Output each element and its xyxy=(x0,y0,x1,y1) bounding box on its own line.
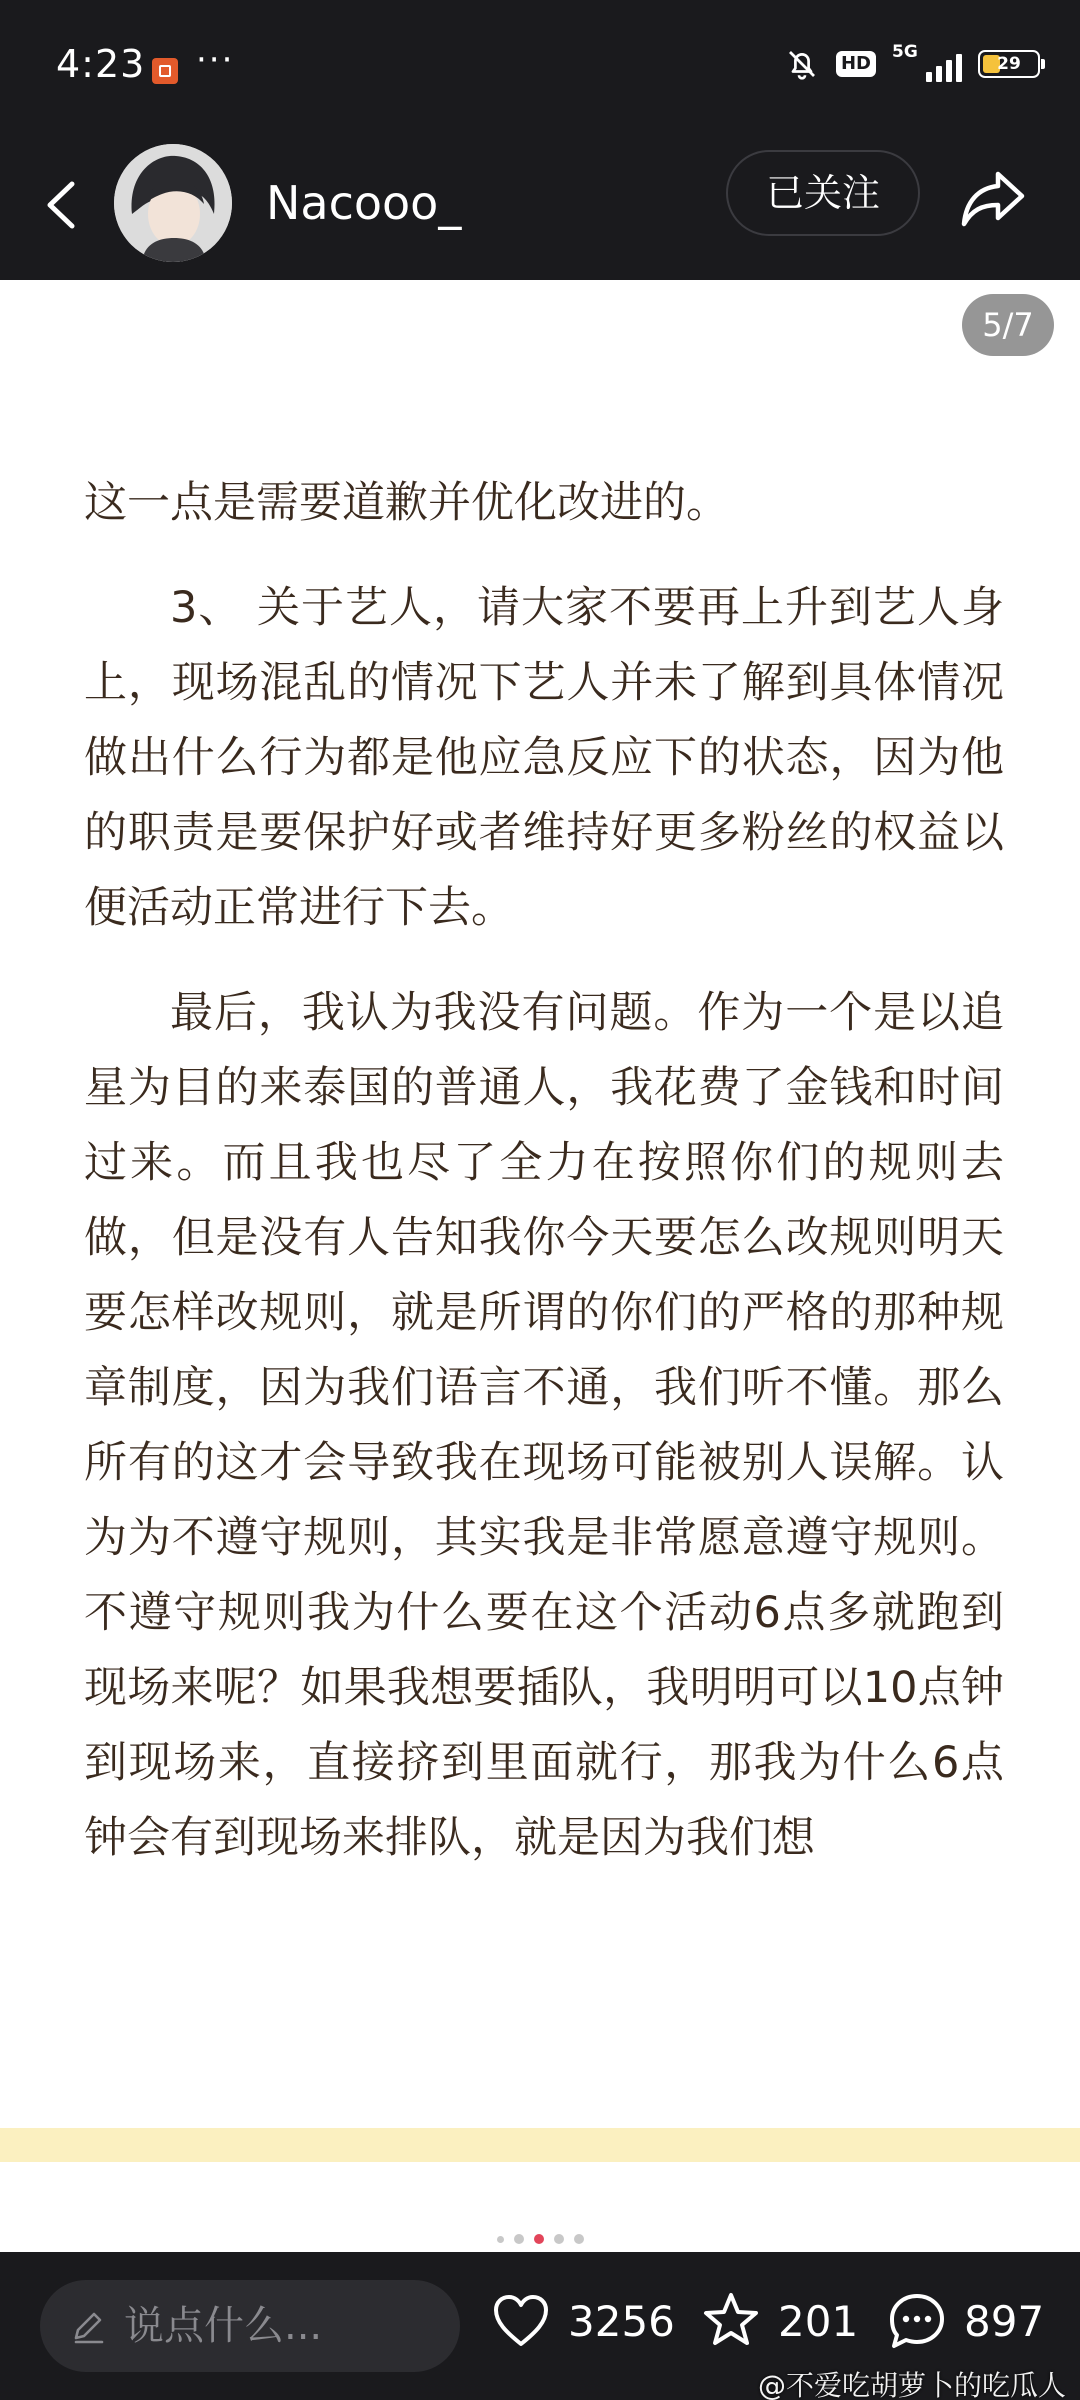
paragraph-2: 3、 关于艺人，请大家不要再上升到艺人身上，现场混乱的情况下艺人并未了解到具体情况 做出什么行为都是他应急反应下的状态，因为他的职责是要保护好或者维持好更多粉丝的权益以便活动正常进行下去。 xyxy=(84,583,1004,933)
carousel-dot xyxy=(574,2234,584,2244)
back-button[interactable] xyxy=(28,170,98,240)
heart-icon xyxy=(488,2288,554,2354)
comment-bubble-icon xyxy=(884,2288,950,2354)
carousel-indicator xyxy=(0,2234,1080,2244)
bottom-action-bar xyxy=(0,2252,1080,2400)
avatar[interactable] xyxy=(114,144,232,262)
paragraph-1: 这一点是需要道歉并优化改进的。 xyxy=(84,478,729,528)
comment-placeholder: 说点什么... xyxy=(124,2303,323,2349)
pencil-icon xyxy=(68,2306,108,2346)
carousel-dot xyxy=(514,2234,524,2244)
status-icons xyxy=(784,44,1040,84)
comment-count: 897 xyxy=(964,2296,1045,2346)
comment-button[interactable] xyxy=(884,2288,1044,2354)
image-bottom-band xyxy=(0,2128,1080,2162)
carousel-dot xyxy=(497,2236,504,2243)
post-header xyxy=(0,130,1080,280)
share-button[interactable] xyxy=(956,160,1032,236)
comment-input[interactable] xyxy=(40,2280,460,2372)
favorite-button[interactable] xyxy=(698,2288,858,2354)
signal-strength-icon xyxy=(892,44,962,84)
username[interactable]: Nacooo_ xyxy=(266,176,462,230)
bell-off-icon xyxy=(784,46,820,82)
follow-button[interactable]: 已关注 xyxy=(726,150,920,236)
star-icon xyxy=(698,2288,764,2354)
favorite-count: 201 xyxy=(778,2296,859,2346)
battery-icon xyxy=(978,50,1040,78)
like-button[interactable] xyxy=(488,2288,675,2354)
watermark: @不爱吃胡萝卜的吃瓜人 xyxy=(757,2369,1066,2400)
hd-badge: HD xyxy=(836,51,876,77)
more-notifications-icon: ··· xyxy=(196,40,235,80)
carousel-dot-active xyxy=(534,2234,544,2244)
carousel-dot xyxy=(554,2234,564,2244)
article-text xyxy=(84,466,1004,1876)
status-time: 4:23 xyxy=(56,42,146,86)
paragraph-3: 最后，我认为我没有问题。作为一个是以追星为目的来泰国的普通人，我花费了金钱和时间过来。而且我也尽了全力在按照你们的规则去做，但是没有人告知我你今天要怎么改规则明天要怎样改规则，就是所谓的你们的严格的那种规章制度，因为我们语言不通，我们听不懂。那么所有的这才会导致我在现场可能被别人误解。认为为不遵守规则，其实我是非常愿意遵守规则。不遵守规则我为什么要在这个活动6点多就跑到现场来呢？如果我想要插队，我明明可以10点钟到现场来，直接挤到里面就行，那我为什么6点钟会有到现场来排队，就是因为我们想 xyxy=(84,988,1004,1863)
page-counter: 5/7 xyxy=(962,294,1054,356)
status-bar xyxy=(0,0,1080,130)
like-count: 3256 xyxy=(568,2296,675,2346)
network-type: 5G xyxy=(892,42,918,62)
post-image-area[interactable] xyxy=(0,280,1080,2252)
app-notification-icon xyxy=(152,58,178,84)
battery-level: 29 xyxy=(997,54,1021,74)
